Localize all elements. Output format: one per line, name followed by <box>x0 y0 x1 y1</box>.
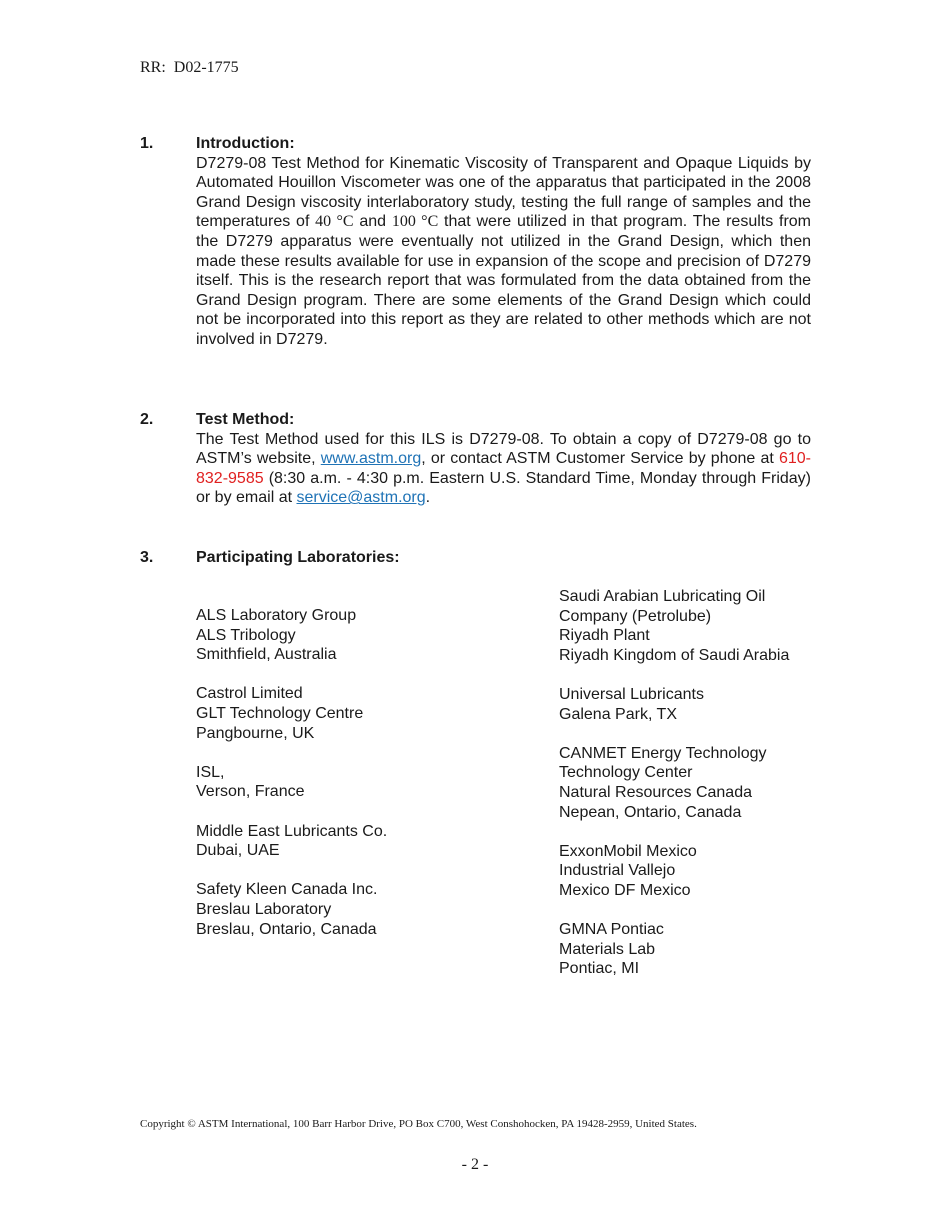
lab-line: Smithfield, Australia <box>196 646 337 664</box>
lab-line: GMNA Pontiac <box>559 921 664 939</box>
section-introduction <box>140 134 811 350</box>
lab-line: Pontiac, MI <box>559 960 640 978</box>
copyright-notice: Copyright © ASTM International, 100 Barr Harbor Drive, PO Box C700, West Conshohocken, PA 19428-2959, United States. <box>140 1118 697 1130</box>
section-participating-labs <box>140 548 811 568</box>
lab-entry <box>196 684 387 743</box>
labs-left-column <box>196 606 387 959</box>
phone-number: 610-832-9585 <box>196 450 812 487</box>
page-number: - 2 - <box>461 1156 489 1173</box>
lab-line: ISL, <box>196 763 225 781</box>
lab-line: Galena Park, TX <box>559 705 677 723</box>
temperature-value: 100 °C <box>391 213 439 231</box>
email-link[interactable]: service@astm.org <box>296 489 426 507</box>
astm-website-link[interactable]: www.astm.org <box>320 450 422 468</box>
lab-line: Breslau, Ontario, Canada <box>196 920 377 938</box>
lab-entry <box>196 606 387 665</box>
lab-line: Materials Lab <box>559 940 656 958</box>
lab-line: Safety Kleen Canada Inc. <box>196 881 378 899</box>
lab-line: Riyadh Plant <box>559 627 650 645</box>
lab-line: Saudi Arabian Lubricating Oil <box>559 588 766 605</box>
labs-right-column <box>559 587 789 998</box>
lab-entry <box>559 685 789 724</box>
lab-entry <box>196 822 387 861</box>
lab-line: Technology Center <box>559 764 693 782</box>
section-paragraph: The Test Method used for this ILS is D7279-08. To obtain a copy of D7279-08 go to ASTM’s website, www.astm.org, or contact ASTM Customer Service by phone at 610-832-9585 (8:30 a.m. - 4:30 p.m. Eastern U.S. Standard Time, Monday through Friday) or by email at service@astm.org. <box>196 430 812 507</box>
section-title: Introduction: <box>196 135 295 152</box>
lab-line: ALS Laboratory Group <box>196 607 357 624</box>
lab-line: Natural Resources Canada <box>559 783 752 801</box>
lab-line: ExxonMobil Mexico <box>559 842 697 860</box>
lab-entry <box>559 587 789 665</box>
lab-entry <box>559 842 789 901</box>
lab-line: Riyadh Kingdom of Saudi Arabia <box>559 646 790 664</box>
lab-line: Dubai, UAE <box>196 842 280 860</box>
lab-line: ALS Tribology <box>196 626 296 644</box>
section-title: Participating Laboratories: <box>196 549 400 566</box>
lab-line: Middle East Lubricants Co. <box>196 822 388 840</box>
lab-entry <box>196 880 387 939</box>
lab-entry <box>559 920 789 979</box>
temperature-value: 40 °C <box>315 213 354 231</box>
lab-line: Company (Petrolube) <box>559 607 712 625</box>
lab-line: Universal Lubricants <box>559 685 704 703</box>
lab-line: Pangbourne, UK <box>196 724 315 742</box>
lab-line: Mexico DF Mexico <box>559 881 691 899</box>
report-reference: RR: D02-1775 <box>140 59 239 76</box>
lab-line: Nepean, Ontario, Canada <box>559 803 742 821</box>
lab-entry <box>196 763 387 802</box>
lab-line: GLT Technology Centre <box>196 704 364 722</box>
section-paragraph: D7279-08 Test Method for Kinematic Viscosity of Transparent and Opaque Liquids by Automated Houillon Viscometer was one of the apparatus that participated in the 2008 Grand Design viscosity interlaboratory study, testing the full range of samples and the temperatures of 40 °C and 100 °C that were utilized in that program. The results from the D7279 apparatus were eventually not utilized in the Grand Design, which then made these results available for use in expansion of the scope and precision of D7279 itself. This is the research report that was formulated from the data obtained from the Grand Design program. There are some elements of the Grand Design which could not be incorporated into this report as they are related to other methods which are not involved in D7279. <box>196 154 812 348</box>
section-number: 1. <box>140 135 154 152</box>
lab-line: Castrol Limited <box>196 685 303 703</box>
lab-line: CANMET Energy Technology <box>559 744 767 762</box>
section-test-method <box>140 410 811 508</box>
section-number: 2. <box>140 411 154 428</box>
lab-line: Breslau Laboratory <box>196 900 332 918</box>
section-number: 3. <box>140 549 154 566</box>
lab-line: Industrial Vallejo <box>559 862 676 880</box>
section-title: Test Method: <box>196 411 295 428</box>
lab-line: Verson, France <box>196 783 305 801</box>
lab-entry <box>559 744 789 822</box>
